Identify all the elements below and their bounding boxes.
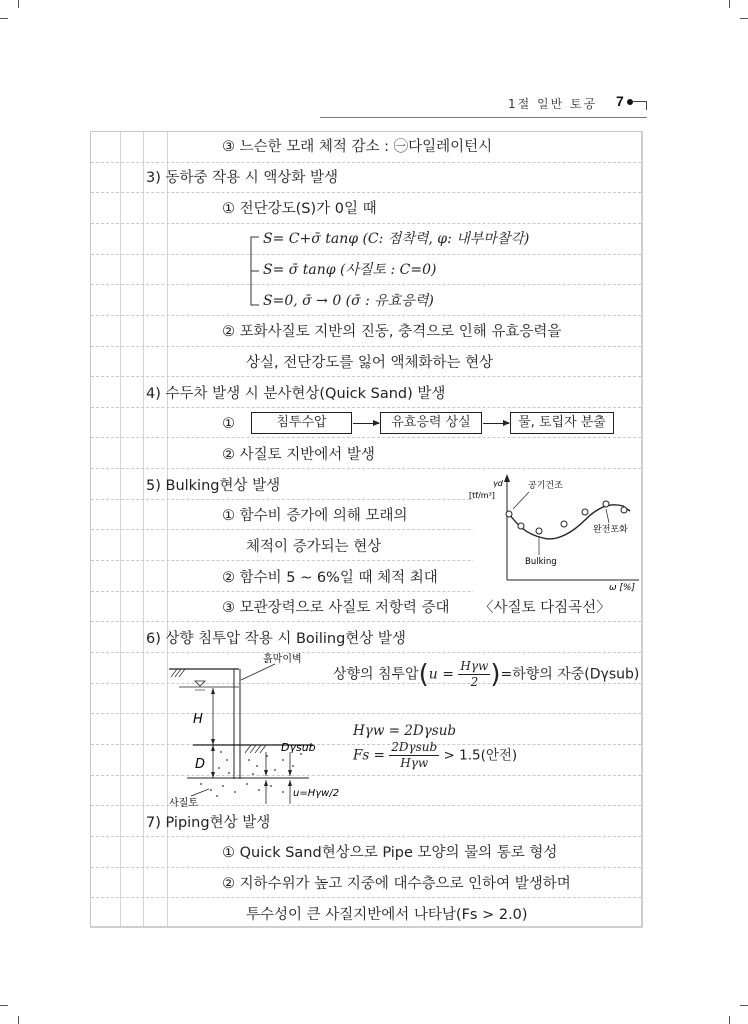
line-dilatancy: ③ 느슨한 모래 체적 감소 : ㊀다일레이턴시 (222, 139, 493, 155)
crop-mark (729, 0, 730, 8)
flow-number: ① (222, 416, 235, 432)
page-number: 7 (616, 93, 624, 109)
uplift-pressure-label: u=Hγw/2 (293, 788, 340, 799)
fraction (389, 740, 439, 771)
wall-label: 흙막이벽 (263, 654, 302, 665)
data-point (518, 523, 524, 529)
y-axis-label: γd (493, 479, 503, 488)
paren: ( (418, 659, 429, 690)
compaction-curve-note: 〈사질토 다짐곡선〉 (479, 600, 611, 616)
self-weight-label: Dγsub (281, 741, 316, 754)
line-sandy-ground: ② 사질토 지반에서 발생 (222, 447, 375, 463)
line-capillary: ③ 모관장력으로 사질토 저항력 증대 (222, 600, 450, 616)
line-piping-2: ② 지하수위가 높고 지중에 대수층으로 인하여 발생하며 (222, 876, 571, 892)
line-shear-zero: ① 전단강도(S)가 0일 때 (222, 201, 377, 217)
heading-bulking: 5) Bulking현상 발생 (146, 478, 281, 494)
annotation-arrow (606, 509, 609, 523)
line-piping-3: 투수성이 큰 사질지반에서 나타남(Fs > 2.0) (246, 907, 528, 923)
y-axis-arrow (504, 474, 510, 482)
fraction-numerator: Hγw (460, 659, 489, 673)
line-piping-1: ① Quick Sand현상으로 Pipe 모양의 물의 통로 형성 (222, 845, 558, 861)
line-bulking-1: ① 함수비 증가에 의해 모래의 (222, 508, 408, 524)
fraction-denominator: 2 (470, 675, 479, 689)
formula-sandy: S= σ̄ tanφ (사질토 : C=0) (263, 262, 437, 278)
chapter-title: 1절 일반 토공 (508, 97, 598, 111)
formula-zero: S=0, σ̄ → 0 (σ̄ : 유효응력) (263, 293, 434, 309)
running-header (480, 93, 680, 113)
data-point (582, 509, 588, 515)
height-H: H (193, 712, 203, 727)
header-rule (646, 101, 647, 110)
bulking-graph (469, 472, 641, 593)
crop-mark (729, 1016, 730, 1024)
crop-mark (0, 1005, 8, 1006)
formula-left: 상향의 침투압 (333, 666, 419, 683)
flow-arrow (483, 423, 509, 424)
formula-u: u = (428, 666, 454, 683)
formula-coulomb: S= C+σ̄ tanφ (C: 점착력, φ: 내부마찰각) (263, 231, 530, 247)
annotation-saturated: 완전포화 (593, 525, 628, 535)
x-axis-label: ω [%] (609, 583, 635, 593)
line-bulking-2: 체적이 증가되는 현상 (246, 539, 382, 555)
crop-mark (18, 0, 19, 8)
formula-balance: Hγw = 2Dγsub (353, 723, 457, 739)
crop-mark (0, 18, 8, 19)
header-underline (320, 117, 647, 118)
boiling-diagram (157, 648, 345, 808)
formula-safe: > 1.5(안전) (443, 747, 518, 764)
data-point (621, 507, 627, 513)
formula-equilibrium (333, 659, 639, 690)
annotation-air-dry: 공기건조 (528, 481, 563, 491)
fraction (458, 659, 490, 690)
line-loss: 상실, 전단강도를 잃어 액체화하는 현상 (246, 355, 494, 371)
flow-arrow (353, 423, 379, 424)
data-point (536, 528, 542, 534)
fraction-numerator: 2Dγsub (391, 740, 438, 754)
heading-quicksand: 4) 수두차 발생 시 분사현상(Quick Sand) 발생 (146, 386, 446, 402)
data-point (603, 501, 609, 507)
formula-bracket (249, 235, 261, 307)
line-saturated: ② 포화사질토 지반의 진동, 충격으로 인해 유효응력을 (222, 324, 562, 340)
formula-safety-factor (353, 740, 517, 771)
flow-box-stress-loss: 유효응력 상실 (380, 412, 482, 434)
note-sheet (90, 131, 643, 928)
crop-mark (18, 1016, 19, 1024)
formula-right: =하향의 자중(Dγsub) (500, 666, 640, 683)
heading-liquefaction: 3) 동하중 작용 시 액상화 발생 (146, 170, 339, 186)
crop-mark (740, 1005, 748, 1006)
fraction-denominator: Hγw (400, 756, 429, 770)
data-point (506, 511, 512, 517)
flow-box-eruption: 물, 토립자 분출 (510, 412, 614, 434)
crop-mark (740, 18, 748, 19)
annotation-arrow (513, 492, 529, 509)
header-rule (632, 101, 647, 102)
depth-D: D (195, 757, 206, 772)
sandy-soil-label: 사질토 (169, 798, 198, 809)
paren: ) (490, 659, 501, 690)
annotation-bulking: Bulking (525, 557, 557, 567)
heading-boiling: 6) 상향 침투압 작용 시 Boiling현상 발생 (146, 631, 406, 647)
data-point (561, 521, 567, 527)
line-bulking-3: ② 함수비 5 ~ 6%일 때 체적 최대 (222, 570, 438, 586)
heading-piping: 7) Piping현상 발생 (146, 815, 271, 831)
page-marker-dot (627, 99, 633, 105)
flow-box-seepage: 침투수압 (251, 412, 352, 434)
formula-fs: Fs = (353, 747, 385, 764)
y-axis-unit: [tf/m³] (469, 491, 495, 500)
